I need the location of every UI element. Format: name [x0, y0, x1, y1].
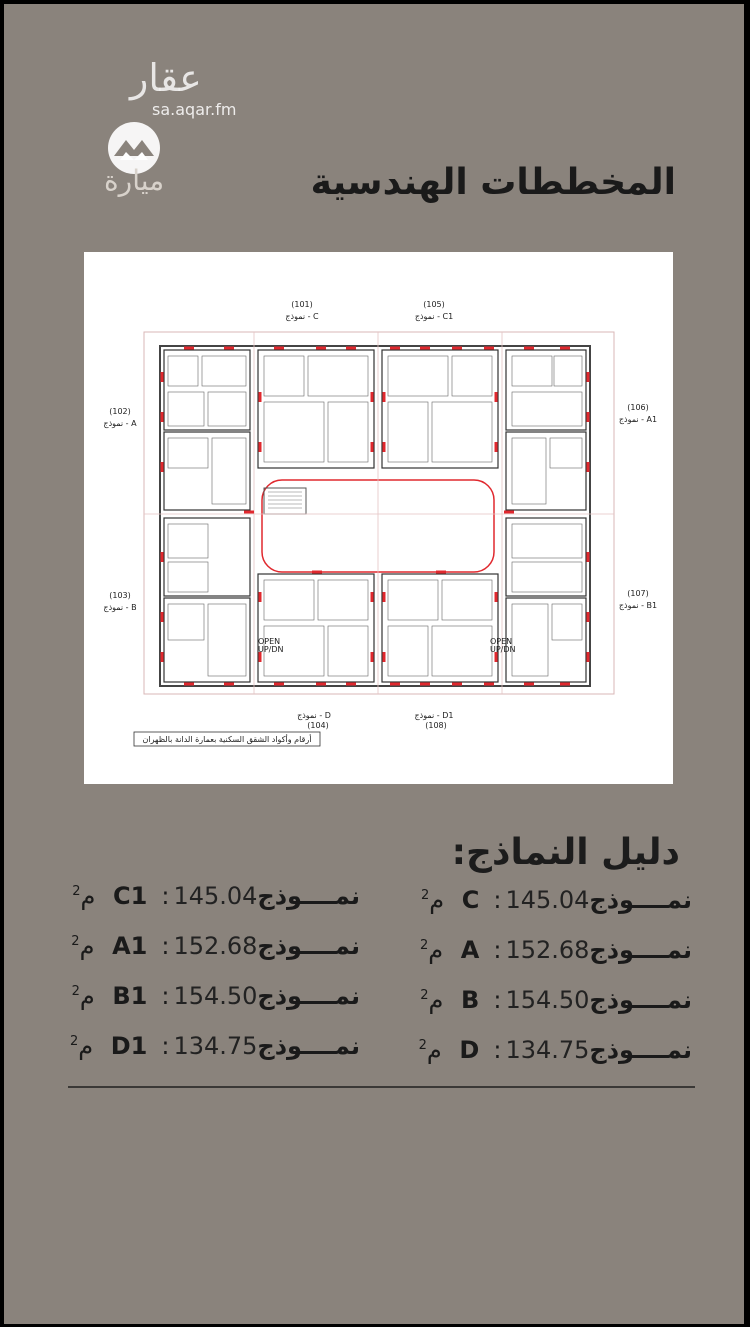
model-code: C [461, 886, 480, 914]
legend-row-d: نمــــوذجD : 134.75 م$^2$ [418, 1036, 692, 1064]
wall-accent [560, 347, 570, 350]
wall-accent [161, 652, 164, 662]
wall-accent [524, 683, 534, 686]
wall-accent [224, 683, 234, 686]
wall-accent [452, 683, 462, 686]
model-code: D1 [110, 1032, 148, 1060]
unit-102-number: (102) [109, 407, 131, 416]
wall-accent [587, 372, 590, 382]
area-unit: م$^2$ [418, 1036, 442, 1064]
wall-accent [371, 592, 374, 602]
wall-accent [587, 552, 590, 562]
wall-accent [274, 347, 284, 350]
wall-accent [346, 683, 356, 686]
model-area: 145.04 [173, 882, 258, 910]
model-label: نمــــوذج [589, 886, 692, 914]
unit-103-label: نموذج - B [103, 603, 137, 612]
area-unit: م$^2$ [71, 932, 95, 960]
wall-accent [524, 347, 534, 350]
wall-accent [244, 511, 254, 514]
wall-accent [560, 683, 570, 686]
model-label: نمــــوذج [589, 936, 692, 964]
updn-label-left: UP/DN [258, 645, 284, 654]
model-code: A1 [112, 932, 148, 960]
legend-row-a1: نمــــوذجA1 : 152.68 م$^2$ [71, 932, 360, 960]
wall-accent [495, 592, 498, 602]
wall-accent [383, 592, 386, 602]
watermark-url: sa.aqar.fm [152, 100, 237, 119]
legend-row-c1: نمــــوذجC1 : 145.04 م$^2$ [72, 882, 360, 910]
unit-108-number: (108) [425, 721, 447, 730]
floor-plan [84, 252, 673, 784]
unit-107-number: (107) [627, 589, 649, 598]
wall-accent [495, 392, 498, 402]
unit-108-label: نموذج - D1 [414, 711, 454, 720]
wall-accent [346, 347, 356, 350]
model-code: C1 [113, 882, 148, 910]
area-unit: م$^2$ [71, 982, 95, 1010]
wall-accent [259, 392, 262, 402]
wall-accent [452, 347, 462, 350]
model-code: B1 [112, 982, 148, 1010]
area-unit: م$^2$ [420, 986, 444, 1014]
wall-accent [184, 683, 194, 686]
model-label: نمــــوذج [257, 932, 360, 960]
model-label: نمــــوذج [257, 982, 360, 1010]
wall-accent [259, 592, 262, 602]
plan-caption: أرقام وأكواد الشقق السكنية بعمارة الدانة بالظهران [142, 735, 312, 744]
wall-accent [161, 552, 164, 562]
model-label: نمــــوذج [589, 986, 692, 1014]
wall-accent [161, 412, 164, 422]
wall-accent [259, 442, 262, 452]
wall-accent [161, 462, 164, 472]
wall-accent [420, 683, 430, 686]
wall-accent [383, 392, 386, 402]
unit-107-label: نموذج - B1 [618, 601, 658, 610]
wall-accent [312, 571, 322, 574]
model-area: 134.75 [173, 1032, 258, 1060]
wall-accent [316, 347, 326, 350]
wall-accent [274, 683, 284, 686]
legend-row-a: نمــــوذجA : 152.68 م$^2$ [419, 936, 692, 964]
wall-accent [587, 462, 590, 472]
wall-accent [436, 571, 446, 574]
unit-101-number: (101) [291, 300, 313, 309]
model-code: B [461, 986, 480, 1014]
wall-accent [504, 511, 514, 514]
legend-title: دليل النماذج: [451, 832, 680, 873]
unit-104-label: نموذج - D [297, 711, 331, 720]
wall-accent [371, 442, 374, 452]
unit-105-number: (105) [423, 300, 445, 309]
wall-accent [161, 612, 164, 622]
open-label-right: OPEN [490, 637, 513, 646]
wall-accent [587, 652, 590, 662]
wall-accent [495, 442, 498, 452]
legend-row-b1: نمــــوذجB1 : 154.50 م$^2$ [71, 982, 360, 1010]
wall-accent [484, 347, 494, 350]
wall-accent [316, 683, 326, 686]
wall-accent [587, 612, 590, 622]
updn-label-right: UP/DN [490, 645, 516, 654]
wall-accent [184, 347, 194, 350]
unit-103-number: (103) [109, 591, 131, 600]
unit-102-label: نموذج - A [103, 419, 137, 428]
wall-accent [371, 392, 374, 402]
model-area: 152.68 [505, 936, 590, 964]
wall-accents [161, 347, 590, 686]
wall-accent [484, 683, 494, 686]
model-label: نمــــوذج [257, 882, 360, 910]
legend-row-c: نمــــوذجC : 145.04 م$^2$ [420, 886, 692, 914]
area-unit: م$^2$ [69, 1032, 94, 1060]
model-area: 134.75 [505, 1036, 590, 1064]
unit-101-label: نموذج - C [285, 312, 319, 321]
wall-accent [390, 347, 400, 350]
model-label: نمــــوذج [257, 1032, 360, 1060]
wall-accent [224, 347, 234, 350]
model-area: 154.50 [173, 982, 258, 1010]
model-area: 154.50 [505, 986, 590, 1014]
brochure-card [4, 4, 744, 1324]
model-label: نمــــوذج [589, 1036, 692, 1064]
legend-row-d1: نمــــوذجD1 : 134.75 م$^2$ [69, 1032, 360, 1060]
model-area: 152.68 [173, 932, 258, 960]
floor-plan-drawing [84, 252, 673, 784]
area-unit: م$^2$ [420, 886, 445, 914]
area-unit: م$^2$ [419, 936, 444, 964]
wall-accent [383, 442, 386, 452]
model-code: D [459, 1036, 480, 1064]
unit-105-label: نموذج - C1 [414, 312, 454, 321]
divider-line [68, 1086, 695, 1088]
unit-106-label: نموذج - A1 [618, 415, 658, 424]
page-title: المخططات الهندسية [310, 162, 676, 203]
watermark-brand: عقار [130, 56, 202, 100]
model-code: A [460, 936, 480, 964]
unit-106-number: (106) [627, 403, 649, 412]
area-unit: م$^2$ [72, 882, 96, 910]
unit-104-number: (104) [307, 721, 329, 730]
wall-accent [383, 652, 386, 662]
wall-accent [420, 347, 430, 350]
logo-name: ميارة [104, 164, 165, 197]
legend-row-b: نمــــوذجB : 154.50 م$^2$ [420, 986, 692, 1014]
open-label-left: OPEN [258, 637, 281, 646]
wall-accent [161, 372, 164, 382]
wall-accent [587, 412, 590, 422]
model-area: 145.04 [505, 886, 590, 914]
wall-accent [371, 652, 374, 662]
wall-accent [390, 683, 400, 686]
